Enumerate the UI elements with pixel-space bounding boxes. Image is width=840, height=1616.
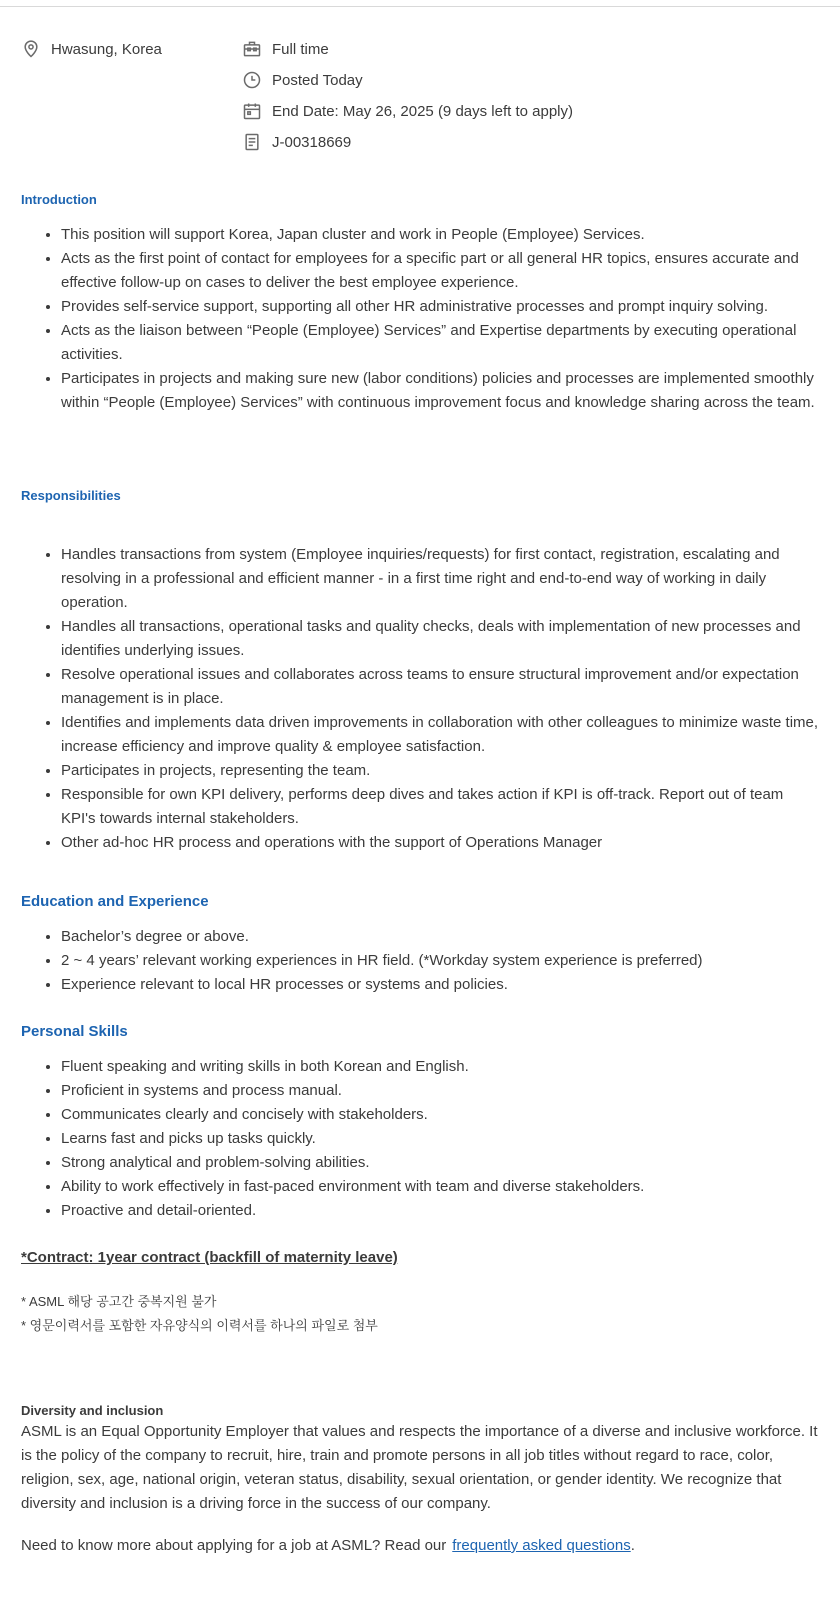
education-list [21,925,821,997]
education-title: Education and Experience [21,893,209,910]
responsibilities-title: Responsibilities [21,488,121,503]
list-item: • Learns fast and picks up tasks quickly. [61,1127,821,1151]
list-item: • Bachelor’s degree or above. [61,925,821,949]
calendar-icon [242,101,262,121]
list-item: • Experience relevant to local HR processes or systems and policies. [61,973,821,997]
note-line: * ASML 해당 공고간 중복지원 불가 [21,1294,217,1309]
faq-suffix: . [630,1537,635,1554]
list-item: • Fluent speaking and writing skills in both Korean and English. [61,1055,821,1079]
contract-note: *Contract: 1year contract (backfill of maternity leave) [21,1249,398,1266]
end-date-row [242,101,573,121]
list-item: • 2 ~ 4 years’ relevant working experiences in HR field. (*Workday system experience is preferred) [61,949,821,973]
diversity-title: Diversity and inclusion [21,1403,164,1418]
list-item: • Other ad-hoc HR process and operations with the support of Operations Manager [61,831,821,855]
diversity-body: ASML is an Equal Opportunity Employer that values and respects the importance of a diverse and inclusive workforce. It is the policy of the company to recruit, hire, train and promote persons in all job titles without regard to race, color, religion, sex, age, national origin, veteran status, disability, sexual orientation, or gender identity. We recognize that diversity and inclusion is a driving force in the success of our company. [21,1423,818,1512]
top-divider [0,6,840,7]
list-item: • Identifies and implements data driven improvements in collaboration with other colleagues to minimize waste time, increase efficiency and improve quality & employee satisfaction. [61,711,821,759]
location-pin-icon [21,39,41,59]
skills-list [21,1055,821,1223]
list-item: • Communicates clearly and concisely with stakeholders. [61,1103,821,1127]
list-item: • Responsible for own KPI delivery, performs deep dives and takes action if KPI is off-track. Report out of team KPI's towards internal stakeholders. [61,783,821,831]
list-item: • Provides self-service support, supporting all other HR administrative processes and prompt inquiry solving. [61,295,821,319]
skills-title: Personal Skills [21,1023,128,1040]
list-item: • This position will support Korea, Japan cluster and work in People (Employee) Services. [61,223,821,247]
list-item: • Resolve operational issues and collaborates across teams to ensure structural improvement and/or expectation management is in place. [61,663,821,711]
list-item: • Acts as the first point of contact for employees for a specific part or all general HR topics, ensures accurate and effective follow-up on cases to deliver the best employee experience. [61,247,821,295]
posted-text: Posted Today [272,71,363,89]
list-item: • Strong analytical and problem-solving abilities. [61,1151,821,1175]
end-date-text: End Date: May 26, 2025 (9 days left to apply) [272,102,574,120]
list-item: • Acts as the liaison between “People (Employee) Services” and Expertise departments by executing operational activities. [61,319,821,367]
list-item: • Participates in projects, representing the team. [61,759,821,783]
list-item: • Handles transactions from system (Employee inquiries/requests) for first contact, registration, escalating and resolving in a professional and efficient manner - in a first time right and end-to-end way of working in daily operation. [61,543,821,615]
posted-row [242,70,363,90]
job-id-text: J-00318669 [272,133,352,151]
list-item: • Proficient in systems and process manual. [61,1079,821,1103]
list-item: • Handles all transactions, operational tasks and quality checks, deals with implementation of new processes and identifies underlying issues. [61,615,821,663]
location-row [21,39,162,59]
introduction-title: Introduction [21,192,97,207]
job-id-row [242,132,351,152]
job-type-text: Full time [272,40,329,58]
note-line: * 영문이력서를 포함한 자유양식의 이력서를 하나의 파일로 첨부 [21,1318,378,1333]
faq-link[interactable]: frequently asked questions [452,1537,631,1554]
list-item: • Participates in projects and making sure new (labor conditions) policies and processes are implemented smoothly within “People (Employee) Services” with continuous improvement focus and knowledge sharing across the team. [61,367,821,415]
application-notes [21,1290,378,1338]
location-text: Hwasung, Korea [51,40,162,58]
faq-text: Need to know more about applying for a job at ASML? Read our [21,1537,447,1554]
briefcase-icon [242,39,262,59]
introduction-list [21,223,821,415]
responsibilities-list [21,543,821,855]
faq-line [21,1537,635,1554]
list-item: • Ability to work effectively in fast-paced environment with team and diverse stakeholders. [61,1175,821,1199]
document-icon [242,132,262,152]
clock-icon [242,70,262,90]
job-type-row [242,39,329,59]
list-item: • Proactive and detail-oriented. [61,1199,821,1223]
